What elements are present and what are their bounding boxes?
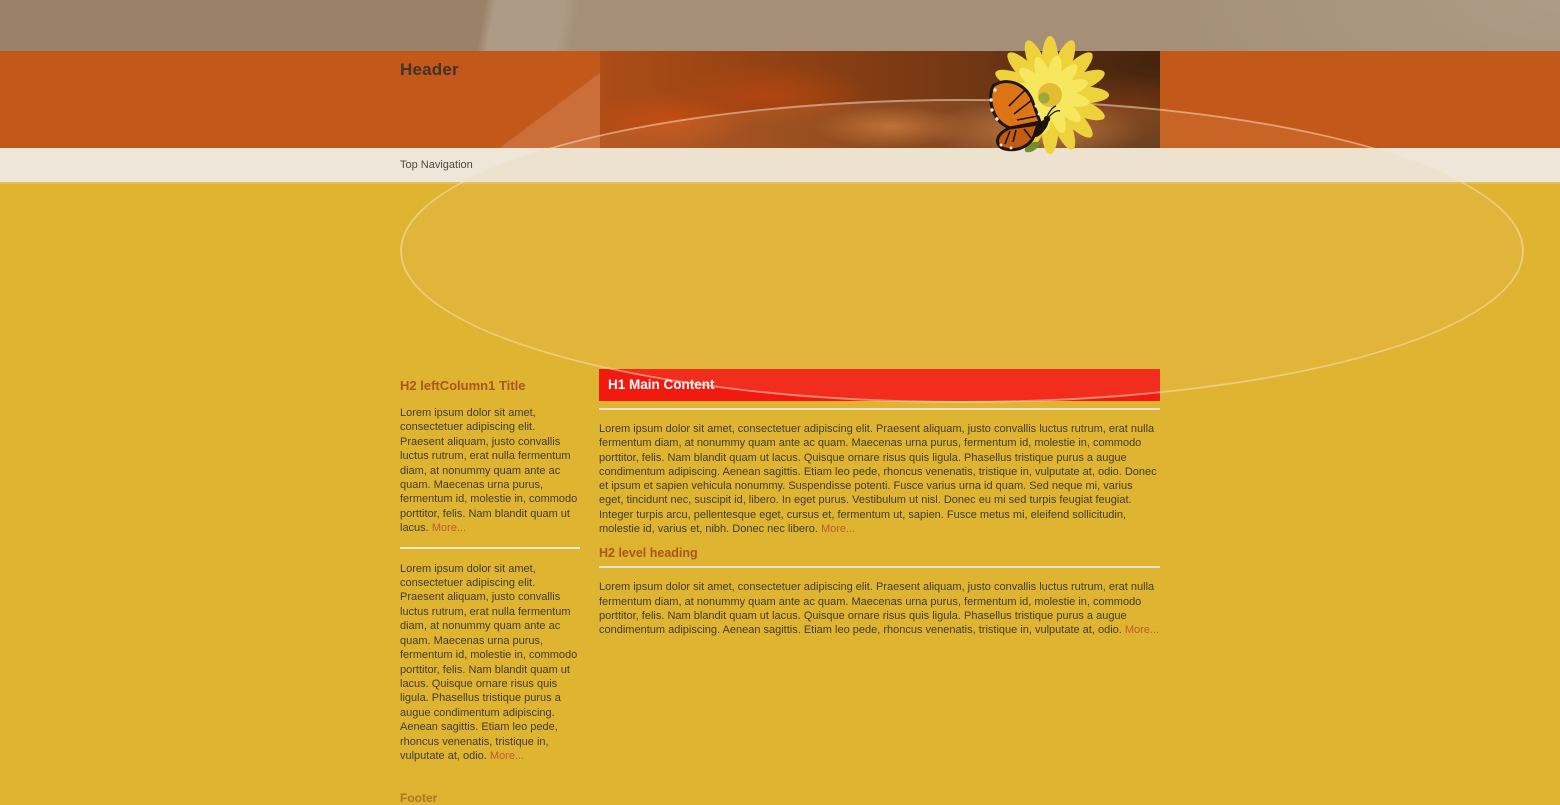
- main-heading-bar: H1 Main Content: [599, 369, 1160, 401]
- more-link-main-2[interactable]: More...: [1124, 624, 1160, 637]
- sub-heading: H2 level heading: [599, 546, 698, 561]
- more-link-left-1[interactable]: More...: [431, 522, 467, 535]
- main-divider-2: [599, 566, 1160, 568]
- left-paragraph-1: [400, 406, 580, 536]
- more-link-left-2[interactable]: More...: [489, 749, 525, 762]
- left-column-divider: [400, 547, 580, 549]
- left-column: [400, 378, 580, 805]
- main-paragraph-1: [599, 422, 1160, 536]
- left-column-title: H2 leftColumn1 Title: [400, 378, 526, 393]
- left-paragraph-1-text: Lorem ipsum dolor sit amet, consectetuer adipiscing elit. Praesent aliquam, justo convallis luctus rutrum, erat nulla fermentum diam, at nonummy quam ante ac quam. Maecenas urna purus, fermentum id, molestie in, commodo porttitor, felis. Nam blandit quam ut lacus.: [400, 407, 578, 535]
- footer-label: Footer: [400, 791, 438, 805]
- main-content: [599, 369, 1160, 638]
- more-link-main-1[interactable]: More...: [820, 523, 856, 536]
- main-paragraph-1-text: Lorem ipsum dolor sit amet, consectetuer adipiscing elit. Praesent aliquam, justo convallis luctus rutrum, erat nulla fermentum diam, at nonummy quam ante ac quam. Maecenas urna purus, fermentum id, molestie in, commodo porttitor, felis. Nam blandit quam ut lacus. Quisque ornare risus quis ligula. Phasellus tristique purus a augue condimentum adipiscing. Aenean sagittis. Etiam leo pede, rhoncus venenatis, tristique in, vulputate at, odio. Donec et ipsum et sapien vehicula nonummy. Suspendisse potenti. Fusce varius urna id quam. Sed neque mi, varius eget, tincidunt nec, suscipit id, libero. In eget purus. Vestibulum ut nisl. Donec eu mi sed turpis feugiat feugiat. Integer turpis arcu, pellentesque eget, cursus et, fermentum ut, sapien. Fusce metus mi, eleifend sollicitudin, molestie id, varius et, nibh. Donec nec libero.: [599, 423, 1157, 536]
- main-paragraph-2: [599, 580, 1160, 637]
- main-divider-1: [599, 408, 1160, 410]
- header-decor: [400, 51, 1160, 148]
- header-title: Header: [400, 60, 459, 79]
- header-photo-art: [600, 0, 1160, 148]
- top-navigation-label: Top Navigation: [400, 159, 473, 171]
- left-paragraph-2: [400, 562, 580, 764]
- left-paragraph-2-text: Lorem ipsum dolor sit amet, consectetuer adipiscing elit. Praesent aliquam, justo convallis luctus rutrum, erat nulla fermentum diam, at nonummy quam ante ac quam. Maecenas urna purus, fermentum id, molestie in, commodo porttitor, felis. Nam blandit quam ut lacus. Quisque ornare risus quis ligula. Phasellus tristique purus a augue condimentum adipiscing. Aenean sagittis. Etiam leo pede, rhoncus venenatis, tristique in, vulputate at, odio.: [400, 562, 578, 762]
- butterfly-icon: [983, 78, 1061, 152]
- main-paragraph-2-text: Lorem ipsum dolor sit amet, consectetuer adipiscing elit. Praesent aliquam, justo convallis luctus rutrum, erat nulla fermentum diam, at nonummy quam ante ac quam. Maecenas urna purus, fermentum id, molestie in, commodo porttitor, felis. Nam blandit quam ut lacus. Quisque ornare risus quis ligula. Phasellus tristique purus a augue condimentum adipiscing. Aenean sagittis. Etiam leo pede, rhoncus venenatis, tristique in, vulputate at, odio.: [599, 581, 1155, 637]
